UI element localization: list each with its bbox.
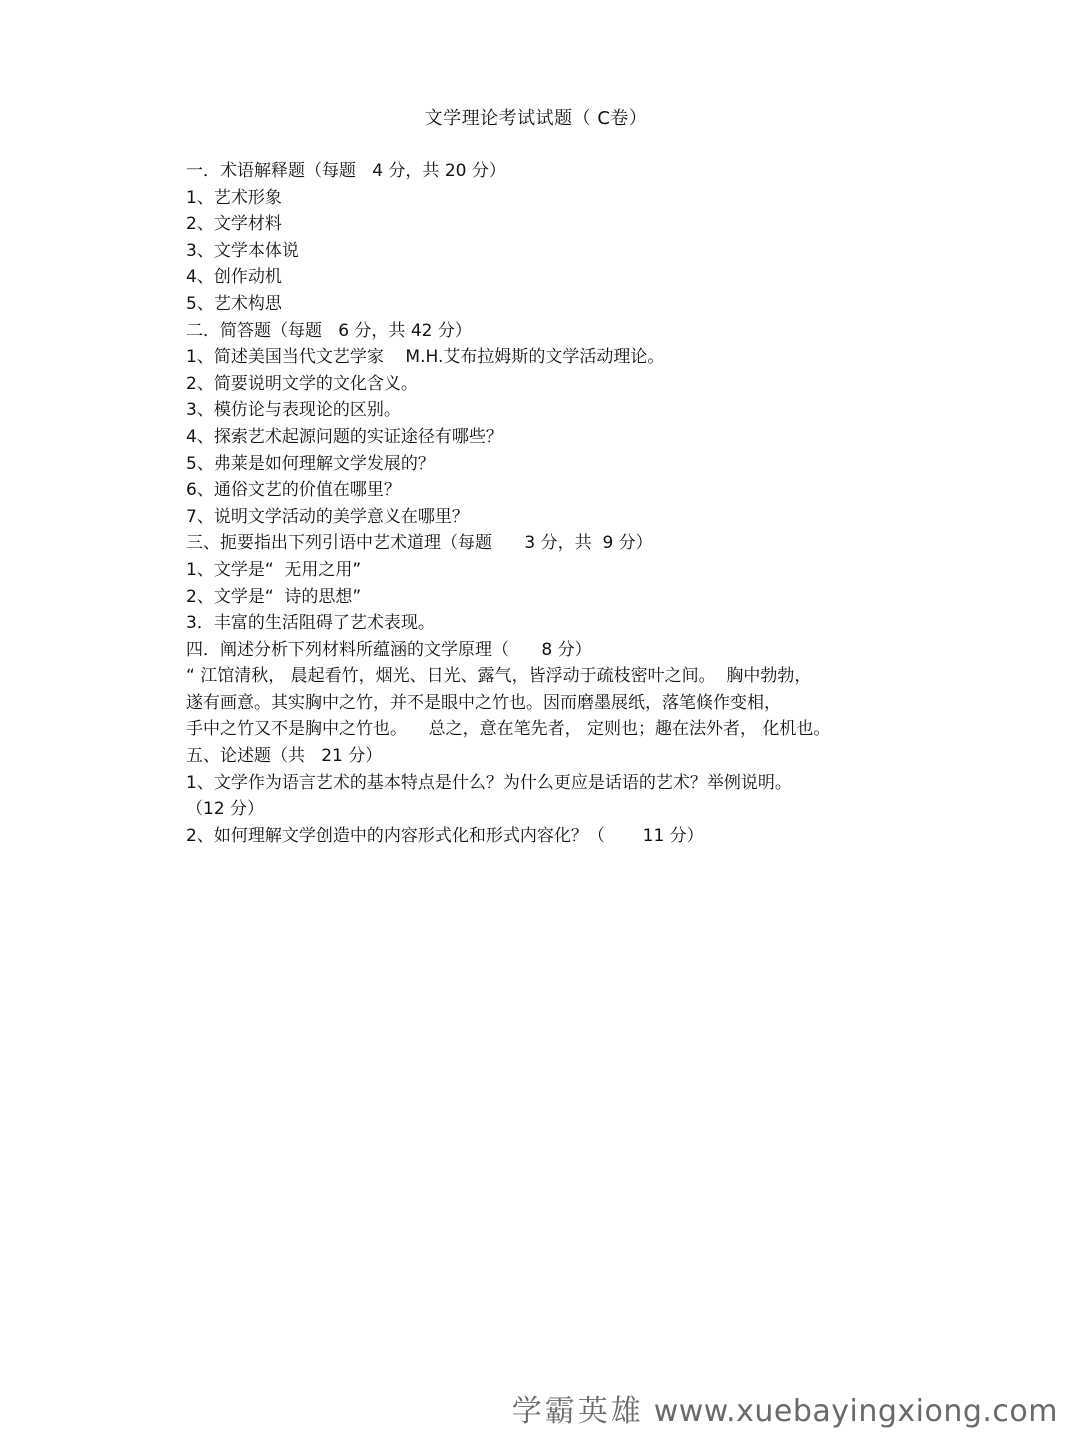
question-item: 1、文学作为语言艺术的基本特点是什么？为什么更应是话语的艺术？举例说明。 [186, 772, 792, 793]
section-heading-2: 二．简答题（每题 6 分，共 42 分） [186, 320, 472, 341]
question-item: 3、文学本体说 [186, 240, 299, 261]
watermark-url: www.xuebayingxiong.com [653, 1394, 1058, 1429]
section-heading-1: 一．术语解释题（每题 4 分，共 20 分） [186, 161, 506, 181]
question-item: 2、文学材料 [186, 214, 282, 235]
question-item: 5、艺术构思 [186, 293, 282, 314]
question-item: 1、艺术形象 [186, 187, 282, 208]
watermark-brand: 学霸英雄 [511, 1394, 644, 1429]
section-heading-3: 三、扼要指出下列引语中艺术道理（每题 3 分，共 9 分） [186, 533, 653, 554]
material-text-line: 手中之竹又不是胸中之竹也。 总之，意在笔先者， 定则也；趣在法外者， 化机也。 [186, 719, 831, 740]
material-text-line: “ 江馆清秋， 晨起看竹，烟光、日光、露气，皆浮动于疏枝密叶之间。 胸中勃勃， [186, 666, 812, 687]
question-item: 6、通俗文艺的价值在哪里？ [186, 480, 401, 501]
question-item: 4、探索艺术起源问题的实证途径有哪些？ [186, 426, 503, 447]
question-item: 7、说明文学活动的美学意义在哪里？ [186, 506, 469, 527]
site-watermark [512, 1386, 1058, 1430]
question-item: 4、创作动机 [186, 267, 282, 288]
exam-content [186, 158, 946, 849]
question-item: 2、如何理解文学创造中的内容形式化和形式内容化？（ 11 分） [186, 825, 704, 846]
question-item: 1、简述美国当代文艺学家 M.H.艾布拉姆斯的文学活动理论。 [186, 347, 665, 368]
page-title: 文学理论考试试题（ C卷） [424, 108, 648, 129]
section-heading-4: 四．阐述分析下列材料所蕴涵的文学原理（ 8 分） [186, 639, 592, 660]
section-heading-5: 五、论述题（共 21 分） [186, 746, 383, 767]
question-item: 2、简要说明文学的文化含义。 [186, 373, 418, 394]
question-item: 3．丰富的生活阻碍了艺术表现。 [186, 613, 435, 634]
question-item: （12 分） [186, 799, 265, 820]
material-text-line: 遂有画意。其实胸中之竹，并不是眼中之竹也。因而磨墨展纸，落笔倏作变相， [186, 692, 781, 713]
question-item: 5、弗莱是如何理解文学发展的？ [186, 453, 435, 474]
question-item: 3、模仿论与表现论的区别。 [186, 400, 401, 421]
question-item: 1、文学是“ 无用之用” [186, 559, 362, 580]
question-item: 2、文学是“ 诗的思想” [186, 586, 362, 607]
